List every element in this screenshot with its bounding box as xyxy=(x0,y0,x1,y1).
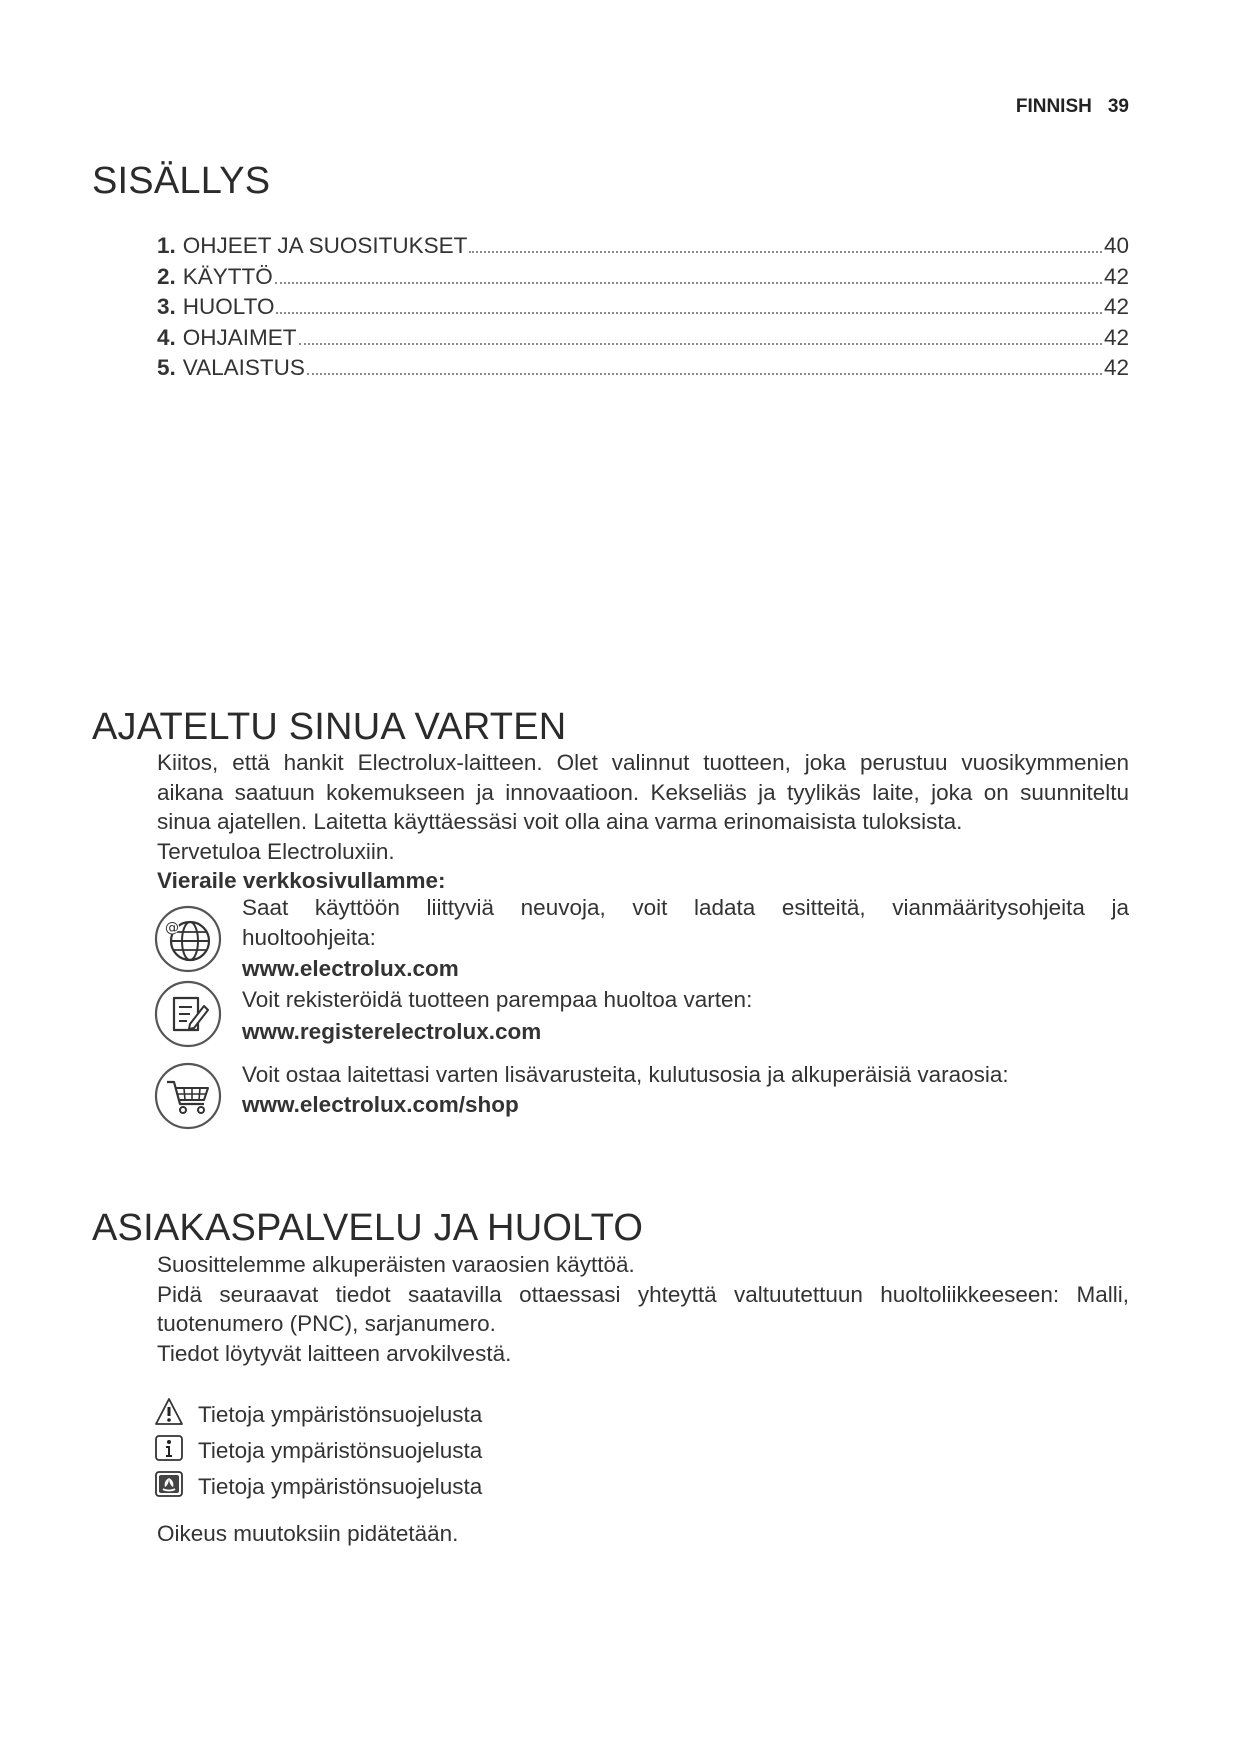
toc-item-number: 3. xyxy=(157,294,176,319)
note-info-label: Tietoja ympäristönsuojelusta xyxy=(198,1438,483,1463)
intro-paragraph xyxy=(157,748,1129,896)
toc-item-label: OHJAIMET xyxy=(182,324,297,350)
service-line: Pidä seuraavat tiedot saatavilla ottaessasi yhteyttä valtuutettuun huoltoliikkeeseen: Malli, xyxy=(157,1281,1129,1307)
intro-line: sinua ajatellen. Laitetta käyttäessäsi voit olla aina varma erinomaisista tuloksista. xyxy=(157,809,963,834)
toc-item[interactable] xyxy=(157,264,1129,295)
toc-item-number: 5. xyxy=(157,355,176,380)
warning-icon xyxy=(154,1397,184,1427)
web-item-shop xyxy=(242,1060,1129,1119)
intro-line: Kiitos, että hankit Electrolux-laitteen. Olet valinnut tuotteen, joka perustuu vuosikymmenien xyxy=(157,750,1129,775)
info-icon xyxy=(154,1433,184,1463)
service-paragraph xyxy=(157,1250,1129,1368)
toc-item[interactable] xyxy=(157,325,1129,356)
web-item-text: Saat käyttöön liittyviä neuvoja, voit ladata esitteitä, vianmääritysohjeita ja xyxy=(242,895,1129,920)
toc-item[interactable] xyxy=(157,355,1129,386)
toc-item[interactable] xyxy=(157,233,1129,264)
page-number: 39 xyxy=(1107,96,1129,117)
toc-item-page: 40 xyxy=(1103,233,1129,258)
note-warning-label: Tietoja ympäristönsuojelusta xyxy=(198,1402,483,1427)
footer-disclaimer: Oikeus muutoksiin pidätetään. xyxy=(157,1521,459,1546)
toc-title: SISÄLLYS xyxy=(92,160,271,202)
intro-line: aikana saatuun kokemukseen ja innovaatioon. Kekseliäs ja tyylikäs laite, joka on suunniteltu xyxy=(157,779,1129,805)
service-line: tuotenumero (PNC), sarjanumero. xyxy=(157,1311,496,1336)
web-item-register xyxy=(242,985,1129,1046)
service-title: ASIAKASPALVELU JA HUOLTO xyxy=(92,1207,644,1249)
environment-icon xyxy=(154,1469,184,1499)
toc-item-label: KÄYTTÖ xyxy=(182,263,273,289)
web-item-advice xyxy=(242,893,1129,984)
web-item-text: huoltoohjeita: xyxy=(242,924,376,950)
svg-text:@: @ xyxy=(165,920,179,936)
toc-leader-dots xyxy=(307,373,1102,375)
toc-item-page: 42 xyxy=(1103,294,1129,319)
globe-icon xyxy=(154,905,222,973)
toc-item-label: HUOLTO xyxy=(182,294,275,319)
toc-item-number: 4. xyxy=(157,324,176,350)
visit-heading: Vieraile verkkosivullamme: xyxy=(157,868,446,893)
toc-item-number: 2. xyxy=(157,263,176,289)
web-item-text: Voit rekisteröidä tuotteen parempaa huoltoa varten: xyxy=(242,987,753,1012)
toc-leader-dots xyxy=(275,282,1102,284)
intro-title: AJATELTU SINUA VARTEN xyxy=(92,706,567,748)
shopping-cart-icon xyxy=(154,1062,222,1130)
toc-leader-dots xyxy=(276,312,1102,314)
page-header xyxy=(1016,96,1129,118)
register-icon xyxy=(154,980,222,1048)
header-language: FINNISH xyxy=(1015,96,1092,117)
toc-item-number: 1. xyxy=(157,233,176,258)
link-registerelectrolux[interactable]: www.registerelectrolux.com xyxy=(242,1018,542,1044)
service-line: Suosittelemme alkuperäisten varaosien käyttöä. xyxy=(157,1252,635,1277)
toc-item-page: 42 xyxy=(1103,324,1129,350)
link-electrolux-shop[interactable]: www.electrolux.com/shop xyxy=(242,1091,519,1117)
service-line: Tiedot löytyvät laitteen arvokilvestä. xyxy=(157,1340,512,1366)
table-of-contents xyxy=(157,233,1129,386)
toc-item[interactable] xyxy=(157,294,1129,325)
toc-leader-dots xyxy=(469,251,1102,253)
web-item-text: Voit ostaa laitettasi varten lisävarusteita, kulutusosia ja alkuperäisiä varaosia: xyxy=(242,1062,1009,1087)
toc-item-page: 42 xyxy=(1103,263,1129,289)
toc-item-page: 42 xyxy=(1103,355,1129,380)
toc-item-label: VALAISTUS xyxy=(182,355,305,380)
toc-item-label: OHJEET JA SUOSITUKSET xyxy=(182,233,468,258)
intro-line: Tervetuloa Electroluxiin. xyxy=(157,838,395,864)
link-electrolux[interactable]: www.electrolux.com xyxy=(242,956,459,981)
note-environment-label: Tietoja ympäristönsuojelusta xyxy=(198,1474,483,1499)
toc-leader-dots xyxy=(299,343,1102,345)
